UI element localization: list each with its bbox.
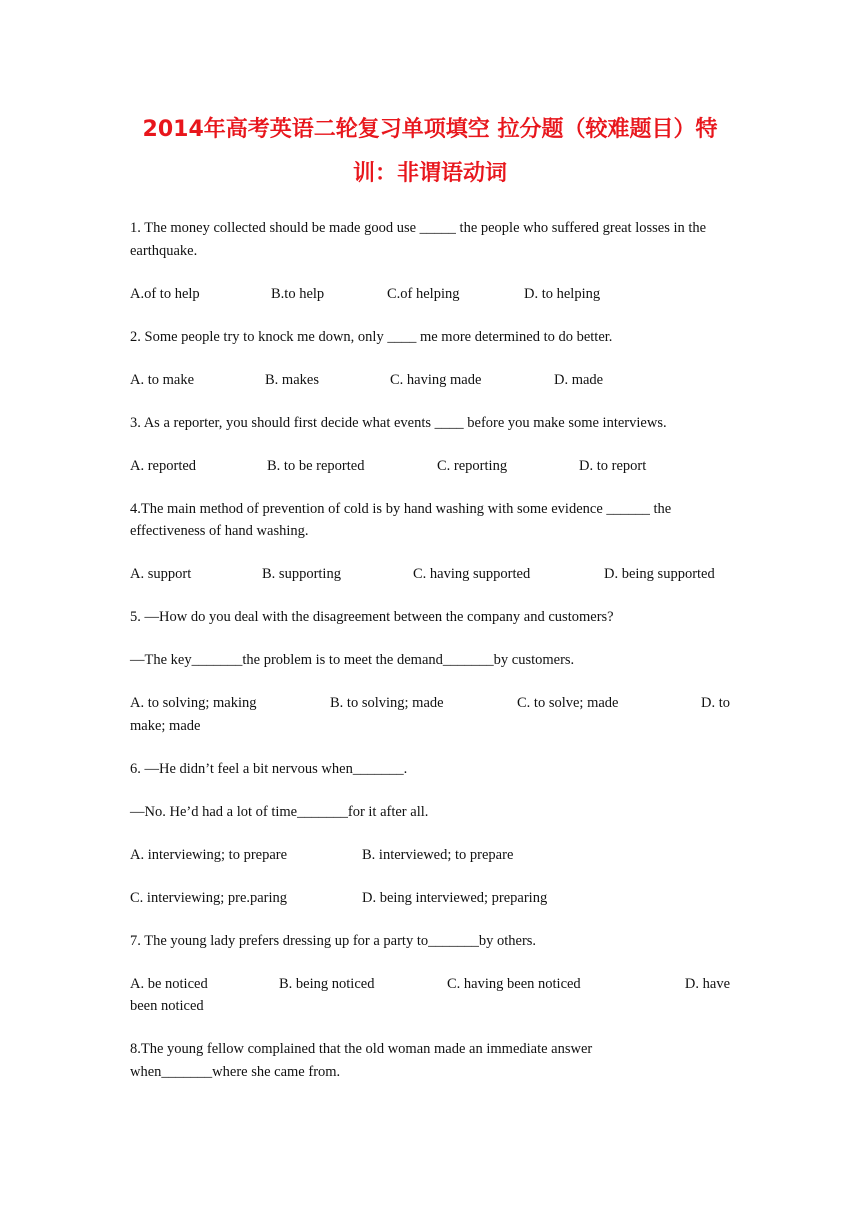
question-6-line-2: —No. He’d had a lot of time_______for it after all.: [130, 803, 429, 820]
question-7-options: [130, 973, 730, 1018]
option-b: B. to solving; made: [330, 695, 444, 711]
option-c: C. having been noticed: [447, 975, 581, 992]
option-b: B. interviewed; to prepare: [362, 846, 514, 863]
option-c: C. to solve; made: [517, 695, 619, 711]
option-c: C. interviewing; pre.paring: [130, 889, 288, 906]
question-3-stem: 3. As a reporter, you should first decide what events ____ before you make some interviews.: [130, 414, 667, 431]
question-2-options: [130, 369, 730, 392]
option-d: D. to helping: [524, 285, 601, 302]
option-d: D. made: [554, 371, 604, 388]
question-5-options: [130, 692, 730, 737]
option-a: A.of to help: [130, 285, 200, 302]
option-b: B. supporting: [262, 566, 341, 582]
question-2-stem: 2. Some people try to knock me down, only ____ me more determined to do better.: [130, 328, 613, 345]
option-d-start: D. have: [684, 975, 730, 992]
option-d: D. to report: [579, 457, 647, 474]
question-1-options: [130, 283, 730, 306]
option-c: C.of helping: [387, 285, 460, 302]
question-3-options: [130, 455, 730, 478]
option-b: B. to be reported: [267, 457, 365, 474]
question-5-line-2: —The key_______the problem is to meet the demand_______by customers.: [130, 652, 575, 668]
option-a: A. to solving; making: [130, 695, 257, 711]
title-line-1: 2014年高考英语二轮复习单项填空 拉分题（较难题目）特: [142, 117, 718, 142]
option-d: been noticed: [130, 998, 204, 1014]
option-b: B.to help: [271, 285, 325, 302]
option-c: C. having supported: [413, 566, 531, 582]
option-a: A. be noticed: [130, 975, 208, 992]
option-b: B. being noticed: [279, 975, 375, 992]
option-a: A. support: [130, 566, 192, 582]
question-8-stem: 8.The young fellow complained that the old woman made an immediate answer when_______where she came from.: [130, 1041, 593, 1080]
option-a: A. reported: [130, 457, 197, 474]
option-c: C. reporting: [437, 457, 508, 474]
question-6-options-cd: [130, 887, 730, 910]
option-a: A. interviewing; to prepare: [130, 846, 288, 863]
option-a: A. to make: [130, 371, 195, 388]
question-6-line-1: 6. —He didn’t feel a bit nervous when_______.: [130, 760, 408, 777]
option-d: D. being interviewed; preparing: [362, 889, 548, 906]
option-d: make; made: [130, 717, 201, 734]
title-line-2: 训：非谓语动词: [352, 161, 507, 186]
question-1-stem: 1. The money collected should be made good use _____ the people who suffered great losses in the earthquake.: [130, 220, 707, 259]
option-c: C. having made: [390, 371, 482, 388]
option-d: D. being supported: [604, 566, 715, 582]
document-title: [110, 108, 750, 196]
option-d-start: D. to: [701, 695, 730, 711]
question-6-options-ab: [130, 844, 730, 867]
question-4-stem: 4.The main method of prevention of cold is by hand washing with some evidence ______ the effectiveness of hand washing.: [130, 500, 672, 539]
option-b: B. makes: [265, 371, 319, 388]
question-4-options: [130, 563, 730, 586]
question-list: [130, 217, 730, 1104]
question-7-stem: 7. The young lady prefers dressing up for a party to_______by others.: [130, 932, 537, 949]
question-5-line-1: 5. —How do you deal with the disagreement between the company and customers?: [130, 609, 614, 625]
